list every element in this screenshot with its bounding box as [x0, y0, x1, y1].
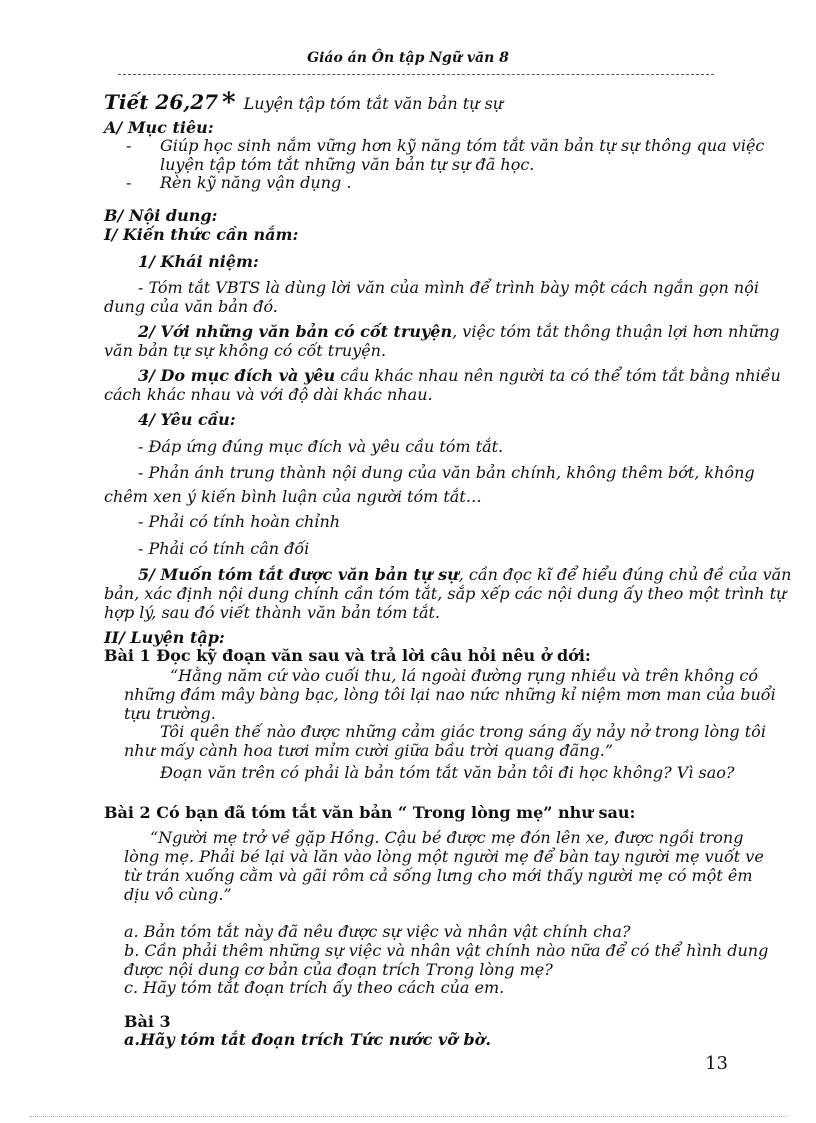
exercise-2-line: từ trán xuống cằm và gãi rôm cả sống lưng cho mới thấy người mẹ có một êm [124, 866, 753, 885]
exercise-3-heading: Bài 3 [124, 1012, 171, 1031]
point-5-line1 [138, 565, 791, 584]
point-3-line1 [138, 366, 781, 385]
header-divider [118, 74, 714, 75]
knowledge-heading: I/ Kiến thức cần nắm: [104, 225, 299, 244]
point-2-rest: , việc tóm tắt thông thuận lợi hơn những [452, 322, 780, 341]
exercise-2-question-b-cont: được nội dung cơ bản của đoạn trích Trong lòng mẹ? [124, 960, 553, 979]
point-3-lead: 3/ Do mục đích và yêu [138, 366, 336, 385]
exercise-2-line: “Người mẹ trở về gặp Hồng. Cậu bé được mẹ đón lên xe, được ngồi trong [150, 828, 744, 847]
exercise-2-line: lòng mẹ. Phải bé lại và lăn vào lòng một người mẹ để bàn tay người mẹ vuốt ve [124, 847, 764, 866]
exercise-1-line: như mấy cành hoa tươi mỉm cười giữa bầu trời quang đãng.” [124, 741, 614, 760]
exercise-1-heading: Bài 1 Đọc kỹ đoạn văn sau và trả lời câu hỏi nêu ở dới: [104, 646, 591, 665]
requirement-2-line1: - Phản ánh trung thành nội dung của văn bản chính, không thêm bớt, không [138, 463, 755, 482]
point-5-line3: hợp lý, sau đó viết thành văn bản tóm tắt. [104, 603, 440, 622]
exercise-3-item-a: a.Hãy tóm tắt đoạn trích Tức nước vỡ bờ. [124, 1030, 491, 1049]
objective-2-line1: Rèn kỹ năng vận dụng . [160, 173, 352, 192]
bullet-dash: - [126, 173, 132, 192]
point-2-line1 [138, 322, 779, 341]
document-header-title: Giáo án Ôn tập Ngữ văn 8 [307, 50, 509, 66]
exercise-2-question-c: c. Hãy tóm tắt đoạn trích ấy theo cách của em. [124, 978, 505, 997]
bullet-dash: - [126, 136, 132, 155]
requirement-1: - Đáp ứng đúng mục đích và yêu cầu tóm tắt. [138, 437, 504, 456]
objective-1-line2: luyện tập tóm tắt những văn bản tự sự đã học. [160, 155, 535, 174]
concept-line1: - Tóm tắt VBTS là dùng lời văn của mình để trình bày một cách ngắn gọn nội [138, 278, 759, 297]
requirements-heading: 4/ Yêu cầu: [138, 410, 236, 429]
exercise-1-line: những đám mây bàng bạc, lòng tôi lại nao nức những kỉ niệm mơn man của buổi [124, 685, 776, 704]
point-3-line2: cách khác nhau và với độ dài khác nhau. [104, 385, 433, 404]
requirement-3: - Phải có tính hoàn chỉnh [138, 512, 341, 531]
lesson-subject: Luyện tập tóm tắt văn bản tự sự [243, 94, 504, 113]
page-number: 13 [705, 1053, 728, 1074]
exercise-1-line: “Hằng năm cứ vào cuối thu, lá ngoài đường rụng nhiều và trên không có [170, 666, 759, 685]
footer-divider [30, 1116, 786, 1117]
section-a-heading: A/ Mục tiêu: [104, 118, 214, 137]
exercise-2-question-b: b. Cần phải thêm những sự việc và nhân vật chính nào nữa để có thể hình dung [124, 941, 769, 960]
concept-heading: 1/ Khái niệm: [138, 252, 259, 271]
point-5-line2: bản, xác định nội dung chính cần tóm tắt, sắp xếp các nội dung ấy theo một trình tự [104, 584, 787, 603]
exercise-2-heading: Bài 2 Có bạn đã tóm tắt văn bản “ Trong lòng mẹ” như sau: [104, 803, 636, 822]
practice-heading: II/ Luyện tập: [104, 628, 225, 647]
point-5-rest: , cần đọc kĩ để hiểu đúng chủ đề của văn [458, 565, 792, 584]
requirement-4: - Phải có tính cân đối [138, 539, 310, 558]
requirement-2-line2: chêm xen ý kiến bình luận của người tóm tắt… [104, 487, 482, 506]
exercise-2-line: dịu vô cùng.” [124, 885, 232, 904]
exercise-2-question-a: a. Bản tóm tắt này đã nêu được sự việc và nhân vật chính cha? [124, 922, 631, 941]
point-3-rest: cầu khác nhau nên người ta có thể tóm tắt bằng nhiều [335, 366, 781, 385]
concept-line2: dung của văn bản đó. [104, 297, 278, 316]
objective-bullet-2 [126, 173, 351, 192]
section-b-heading: B/ Nội dung: [104, 206, 218, 225]
star-symbol: * [222, 88, 236, 118]
exercise-1-question: Đoạn văn trên có phải là bản tóm tắt văn bản tôi đi học không? Vì sao? [160, 763, 735, 782]
point-2-line2: văn bản tự sự không có cốt truyện. [104, 341, 387, 360]
point-2-lead: 2/ Với những văn bản có cốt truyện [138, 322, 453, 341]
lesson-title [104, 86, 503, 116]
objective-bullet-1 [126, 136, 764, 155]
objective-1-line1: Giúp học sinh nắm vững hơn kỹ năng tóm tắt văn bản tự sự thông qua việc [160, 136, 765, 155]
exercise-1-line: tựu trường. [124, 704, 216, 723]
point-5-lead: 5/ Muốn tóm tắt được văn bản tự sự [138, 565, 459, 584]
exercise-1-line: Tôi quên thế nào được những cảm giác trong sáng ấy nảy nở trong lòng tôi [160, 722, 766, 741]
lesson-number: Tiết 26,27 [104, 90, 219, 114]
